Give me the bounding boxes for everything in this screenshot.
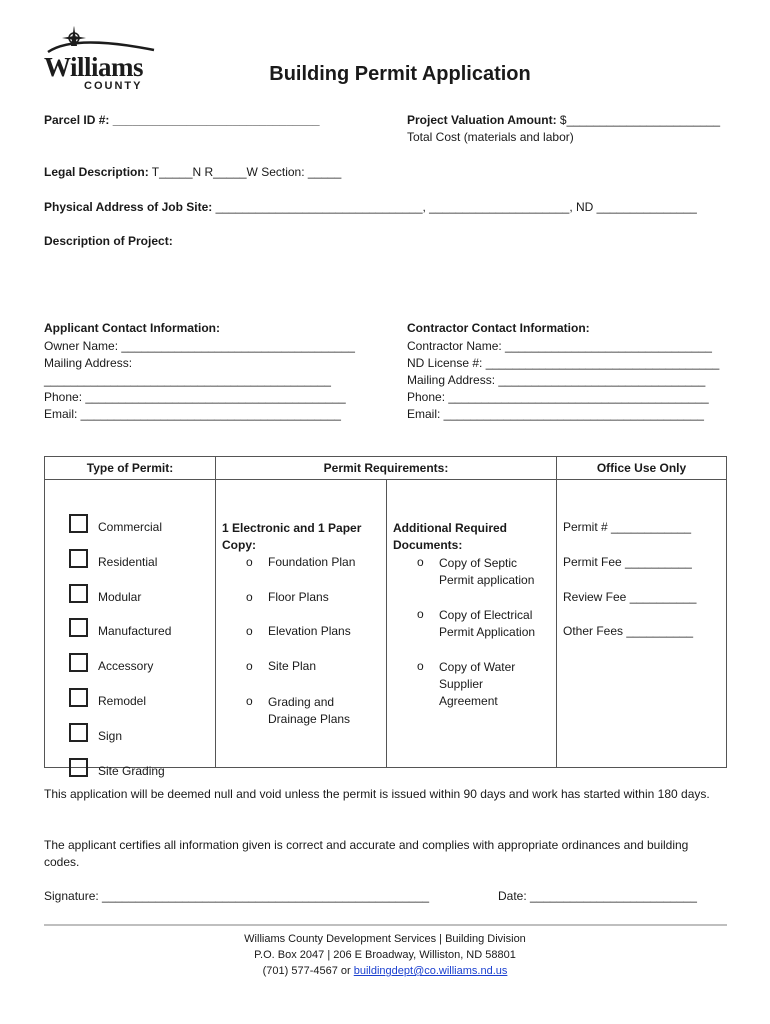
additional-heading: Additional Required Documents: (393, 521, 507, 552)
footer-department: Williams County Development Services | Building Division (244, 933, 526, 945)
applicant-email-field[interactable]: Email: _______________________________________ (44, 407, 341, 421)
description-label: Description of Project: (44, 234, 173, 248)
permit-table (44, 456, 727, 778)
additional-item: Copy of Septic Permit application (439, 556, 535, 587)
permit-type-label: Sign (98, 729, 123, 743)
office-use-header: Office Use Only (557, 457, 727, 480)
copy-item: Elevation Plans (268, 624, 351, 638)
footer-address: P.O. Box 2047 | 206 E Broadway, Williston, ND 58801 (254, 949, 516, 961)
bullet-icon: o (246, 590, 253, 604)
bullet-icon: o (246, 694, 253, 708)
permit-type-label: Accessory (98, 659, 154, 673)
commercial-checkbox[interactable] (69, 514, 88, 533)
bullet-icon: o (417, 607, 424, 621)
residential-checkbox[interactable] (69, 549, 88, 568)
date-field[interactable]: Date: _________________________ (498, 889, 697, 903)
permit-type-label: Site Grading (98, 764, 165, 778)
project-valuation-blank: $_______________________ (556, 113, 721, 127)
parcel-id-field[interactable]: Parcel ID #: _______________________________ (44, 113, 320, 127)
null-void-notice: This application will be deemed null and void unless the permit is issued within 90 days and work has started within 180 days. (44, 787, 710, 801)
remodel-checkbox[interactable] (69, 688, 88, 707)
footer-divider (44, 924, 727, 926)
copy-requirements (216, 480, 386, 767)
page-title: Building Permit Application (269, 63, 531, 85)
bullet-icon: o (246, 555, 253, 569)
legal-description-label: Legal Description: (44, 165, 149, 179)
contractor-email-field[interactable]: Email: _______________________________________ (407, 407, 704, 421)
copy-heading: 1 Electronic and 1 Paper Copy: (222, 521, 362, 552)
applicant-mailing-label: Mailing Address: (44, 356, 133, 370)
legal-description-field[interactable] (44, 165, 341, 180)
applicant-mailing-field[interactable]: ___________________________________________ (44, 373, 331, 387)
nd-license-field[interactable]: ND License #: ___________________________________ (407, 356, 720, 370)
modular-checkbox[interactable] (69, 584, 88, 603)
manufactured-checkbox[interactable] (69, 618, 88, 637)
footer-contact (0, 963, 770, 979)
applicant-phone-field[interactable]: Phone: _______________________________________ (44, 390, 346, 404)
permit-type-label: Commercial (98, 520, 163, 534)
review-fee-field: Review Fee __________ (563, 590, 697, 604)
copy-item: Site Plan (268, 659, 317, 673)
permit-number-field: Permit # ____________ (563, 520, 692, 534)
office-use-list (557, 480, 726, 767)
bullet-icon: o (246, 624, 253, 638)
contractor-phone-field[interactable]: Phone: _______________________________________ (407, 390, 709, 404)
other-fees-field: Other Fees __________ (563, 624, 694, 638)
additional-item: Copy of Electrical Permit Application (439, 608, 536, 639)
physical-address-field[interactable] (44, 200, 697, 215)
contractor-heading: Contractor Contact Information: (407, 321, 590, 335)
logo-county: COUNTY (84, 80, 143, 92)
bullet-icon: o (417, 659, 424, 673)
copy-item: Grading and Drainage Plans (268, 695, 351, 726)
bullet-icon: o (246, 659, 253, 673)
copy-item: Floor Plans (268, 590, 329, 604)
footer-phone: (701) 577-4567 or (262, 965, 354, 977)
permit-type-label: Manufactured (98, 624, 172, 638)
project-valuation-field[interactable] (407, 113, 720, 128)
signature-field[interactable]: Signature: _________________________________________________ (44, 889, 430, 903)
additional-item: Copy of Water Supplier Agreement (439, 660, 516, 708)
permit-requirements-header: Permit Requirements: (216, 457, 557, 480)
project-valuation-label: Project Valuation Amount: (407, 113, 557, 127)
type-of-permit-header: Type of Permit: (45, 457, 216, 480)
applicant-heading: Applicant Contact Information: (44, 321, 220, 335)
contractor-mailing-field[interactable]: Mailing Address: _______________________________ (407, 373, 706, 387)
accessory-checkbox[interactable] (69, 653, 88, 672)
certification-notice: The applicant certifies all information given is correct and accurate and complies with appropriate ordinances and building codes. (44, 838, 689, 869)
physical-address-value: _______________________________, _____________________, ND _______________ (212, 200, 697, 214)
permit-type-label: Remodel (98, 694, 147, 708)
sign-checkbox[interactable] (69, 723, 88, 742)
site-grading-checkbox[interactable] (69, 758, 88, 777)
bullet-icon: o (417, 555, 424, 569)
permit-fee-field: Permit Fee __________ (563, 555, 692, 569)
total-cost-note: Total Cost (materials and labor) (407, 130, 574, 144)
legal-description-value: T_____N R_____W Section: _____ (148, 165, 342, 179)
physical-address-label: Physical Address of Job Site: (44, 200, 213, 214)
copy-item: Foundation Plan (268, 555, 356, 569)
email-link[interactable]: buildingdept@co.williams.nd.us (353, 965, 508, 977)
permit-type-list (45, 480, 215, 778)
logo-name: Williams (44, 52, 144, 82)
owner-name-field[interactable]: Owner Name: ___________________________________ (44, 339, 355, 353)
contractor-name-field[interactable]: Contractor Name: _______________________________ (407, 339, 712, 353)
permit-type-label: Modular (98, 590, 142, 604)
additional-requirements (387, 480, 556, 767)
permit-type-label: Residential (98, 555, 158, 569)
